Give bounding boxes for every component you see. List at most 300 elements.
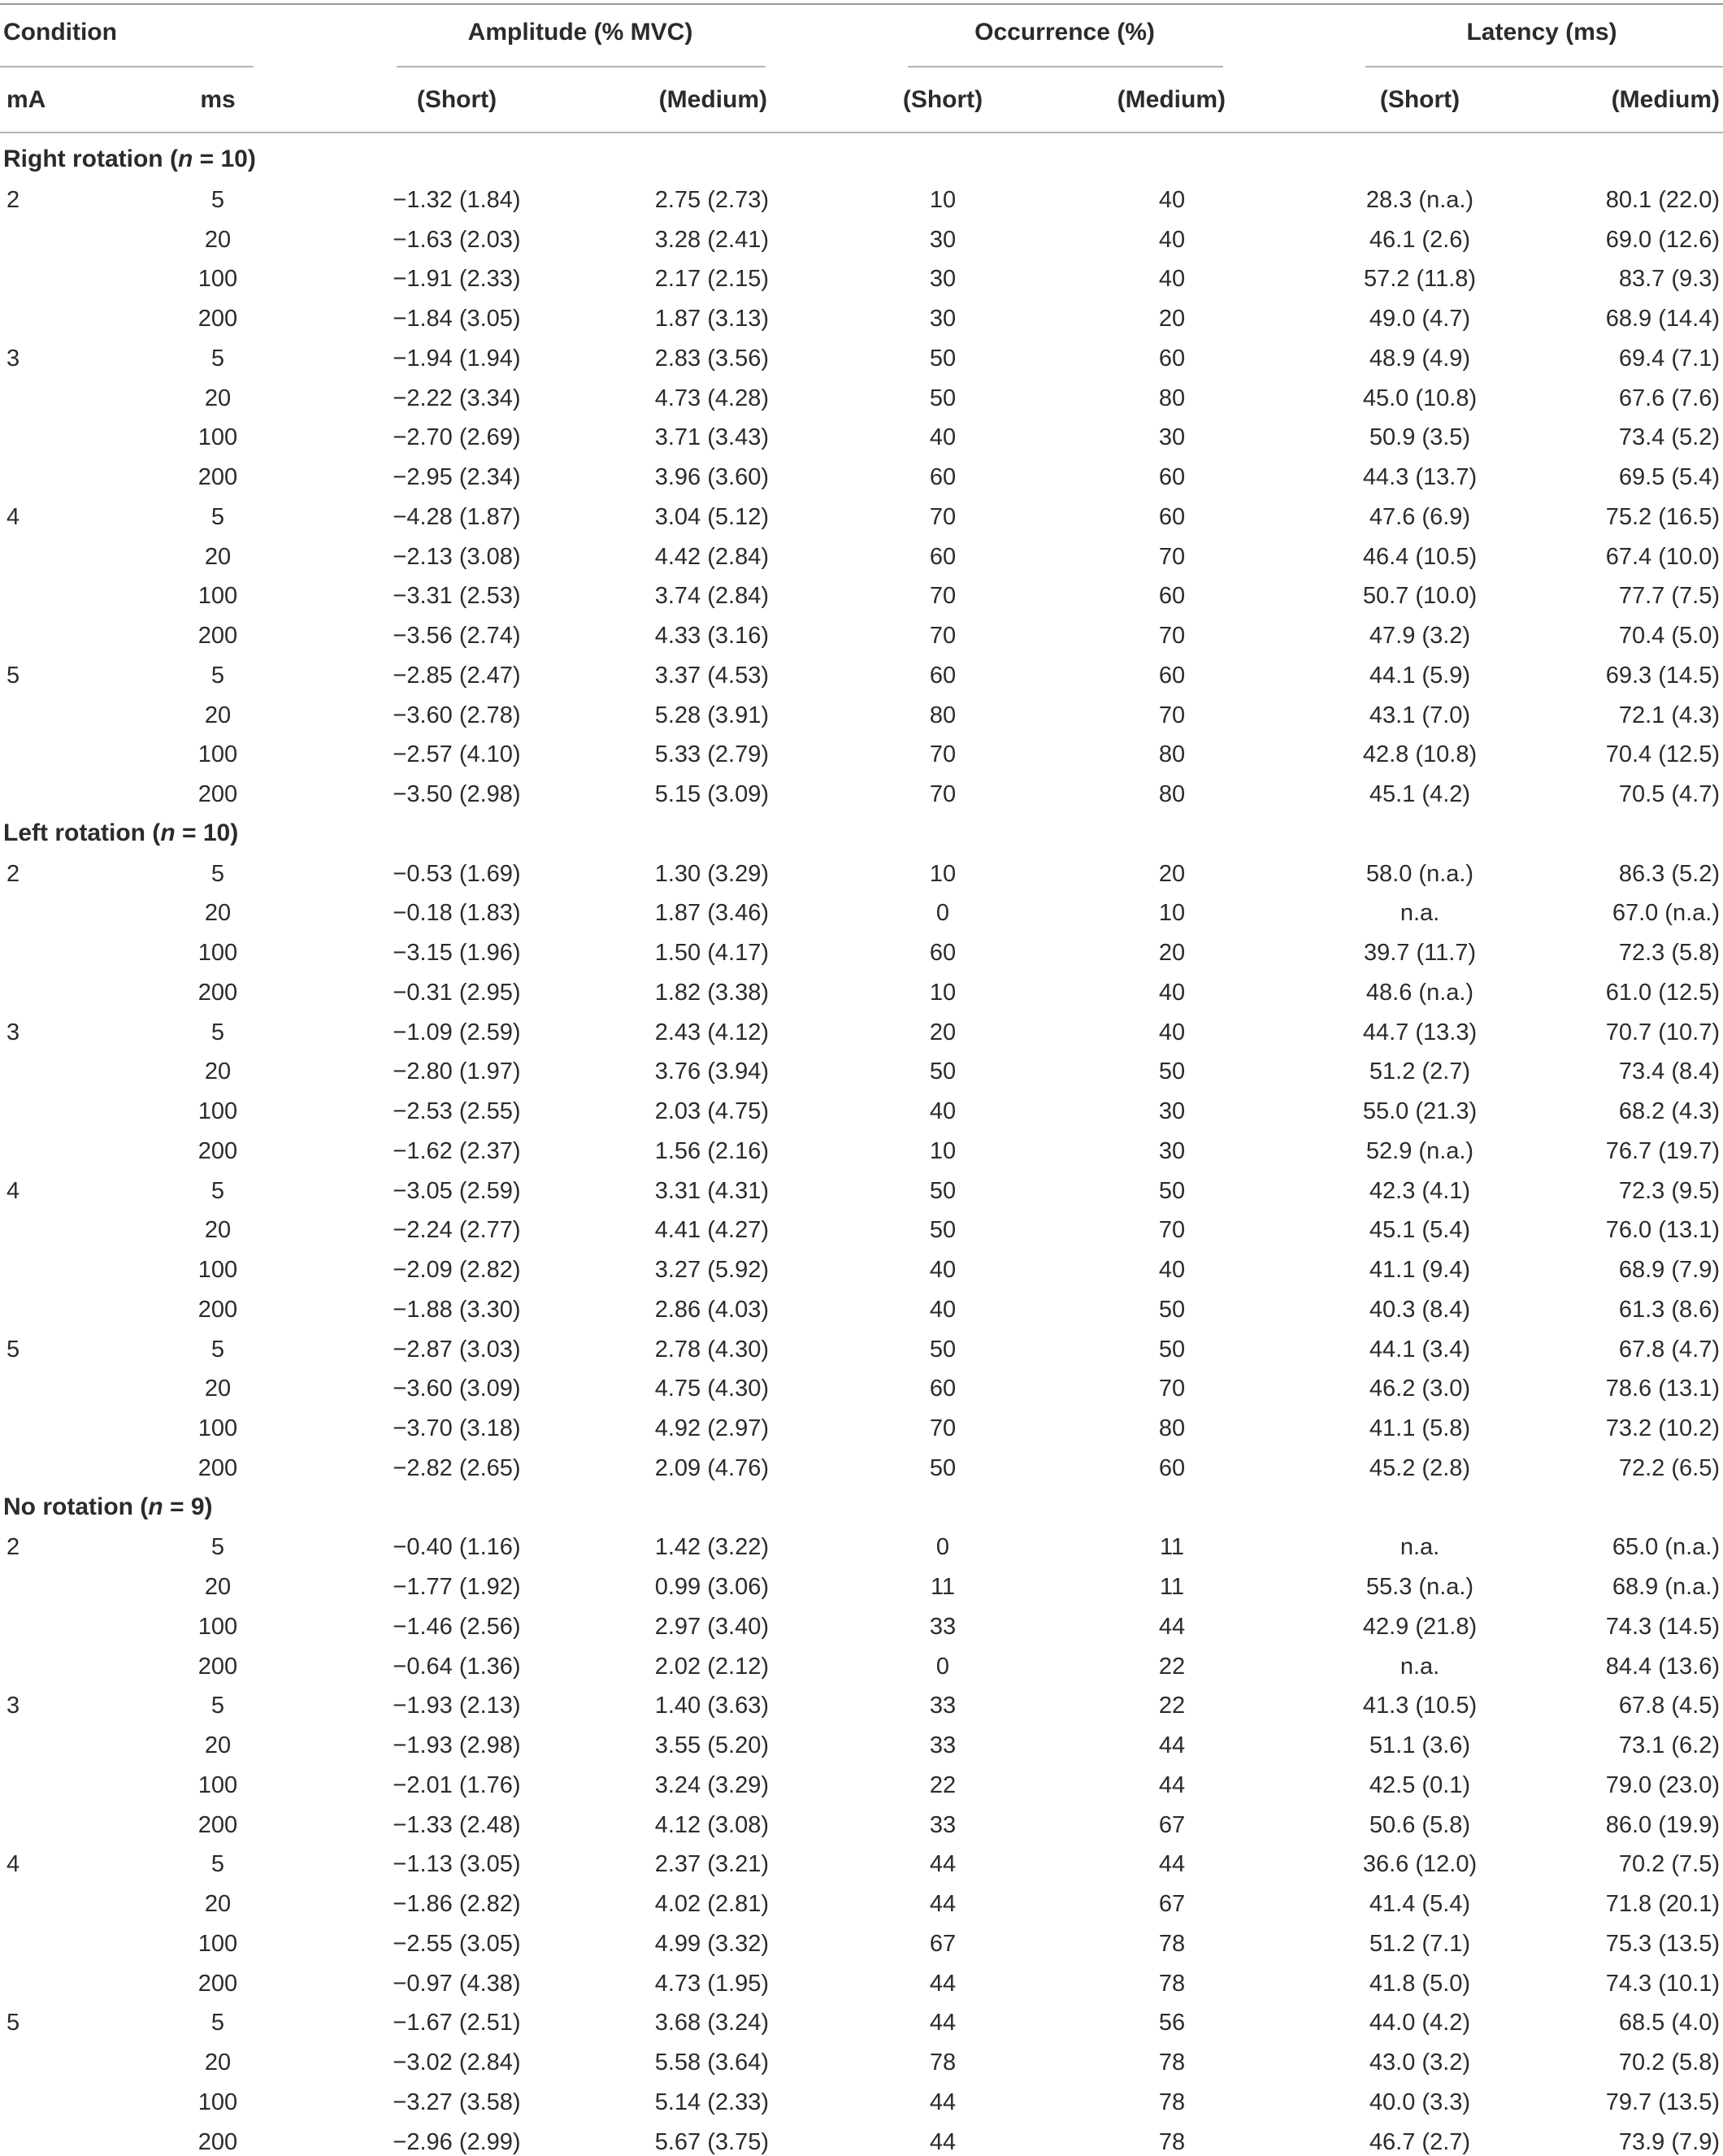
cell-occ-medium: 30 bbox=[1158, 424, 1186, 451]
cell-lat-medium: 69.3 (14.5) bbox=[1605, 662, 1720, 689]
cell-amp-medium: 1.82 (3.38) bbox=[654, 979, 769, 1006]
cell-amp-short: −1.46 (2.56) bbox=[393, 1613, 521, 1640]
cell-ma: 2 bbox=[7, 186, 20, 213]
cell-amp-short: −3.60 (3.09) bbox=[393, 1376, 521, 1402]
cell-amp-short: −1.32 (1.84) bbox=[393, 186, 521, 213]
cell-lat-short: 42.5 (0.1) bbox=[1369, 1771, 1471, 1798]
cell-occ-short: 60 bbox=[929, 1376, 957, 1402]
cell-occ-short: 70 bbox=[929, 1415, 957, 1441]
cell-occ-short: 22 bbox=[929, 1771, 957, 1798]
cell-ms: 200 bbox=[197, 1454, 238, 1481]
cell-amp-short: −0.31 (2.95) bbox=[393, 979, 521, 1006]
cell-lat-short: 39.7 (11.7) bbox=[1363, 940, 1477, 966]
cell-lat-short: 36.6 (12.0) bbox=[1362, 1851, 1478, 1878]
cell-ma: 3 bbox=[7, 1693, 20, 1719]
cell-lat-medium: 69.0 (12.6) bbox=[1605, 226, 1720, 253]
cell-amp-short: −1.93 (2.13) bbox=[393, 1693, 521, 1719]
cell-occ-short: 67 bbox=[929, 1930, 957, 1957]
cell-lat-medium: 67.6 (7.6) bbox=[1618, 385, 1720, 411]
cell-occ-medium: 40 bbox=[1158, 979, 1186, 1006]
cell-occ-medium: 56 bbox=[1158, 2010, 1186, 2036]
cell-occ-short: 10 bbox=[929, 186, 957, 213]
header-lat-medium: (Medium) bbox=[1611, 86, 1720, 113]
cell-occ-medium: 44 bbox=[1158, 1613, 1186, 1640]
header-condition: Condition bbox=[3, 19, 117, 46]
amplitude-underline bbox=[397, 66, 766, 67]
cell-ms: 5 bbox=[210, 1336, 225, 1363]
cell-ma: 5 bbox=[7, 2010, 20, 2036]
cell-lat-medium: 67.8 (4.5) bbox=[1618, 1693, 1720, 1719]
cell-lat-medium: 75.3 (13.5) bbox=[1605, 1930, 1720, 1957]
cell-ma: 5 bbox=[7, 662, 20, 689]
cell-occ-medium: 78 bbox=[1158, 1930, 1186, 1957]
cell-ms: 20 bbox=[204, 226, 232, 253]
cell-occ-medium: 20 bbox=[1158, 306, 1186, 332]
cell-ms: 20 bbox=[204, 1891, 232, 1917]
cell-ma: 2 bbox=[7, 860, 20, 887]
cell-occ-medium: 50 bbox=[1158, 1336, 1186, 1363]
cell-occ-medium: 70 bbox=[1158, 1376, 1186, 1402]
cell-ms: 20 bbox=[204, 1574, 232, 1600]
cell-amp-medium: 1.87 (3.46) bbox=[654, 900, 769, 927]
cell-ms: 200 bbox=[197, 979, 238, 1006]
cell-lat-medium: 73.9 (7.9) bbox=[1618, 2128, 1720, 2155]
cell-ms: 200 bbox=[197, 1653, 238, 1680]
cell-occ-short: 11 bbox=[930, 1574, 956, 1600]
cell-lat-short: 48.9 (4.9) bbox=[1369, 345, 1471, 372]
cell-occ-short: 0 bbox=[935, 1653, 950, 1680]
cell-occ-medium: 40 bbox=[1158, 186, 1186, 213]
cell-lat-short: 46.1 (2.6) bbox=[1369, 226, 1471, 253]
cell-amp-short: −0.40 (1.16) bbox=[393, 1534, 521, 1561]
cell-ms: 200 bbox=[197, 306, 238, 332]
cell-ms: 20 bbox=[204, 1732, 232, 1758]
cell-occ-medium: 40 bbox=[1158, 266, 1186, 293]
cell-ms: 100 bbox=[197, 583, 238, 610]
cell-ms: 20 bbox=[204, 385, 232, 411]
cell-occ-short: 50 bbox=[929, 1454, 957, 1481]
cell-amp-medium: 5.58 (3.64) bbox=[654, 2050, 769, 2076]
cell-lat-short: 42.8 (10.8) bbox=[1362, 741, 1478, 768]
cell-occ-medium: 78 bbox=[1158, 2128, 1186, 2155]
cell-occ-short: 70 bbox=[929, 781, 957, 807]
cell-lat-medium: 86.0 (19.9) bbox=[1605, 1811, 1720, 1838]
cell-amp-short: −2.82 (2.65) bbox=[393, 1454, 521, 1481]
cell-occ-medium: 11 bbox=[1159, 1574, 1185, 1600]
header-amplitude: Amplitude (% MVC) bbox=[467, 19, 693, 46]
cell-ms: 200 bbox=[197, 1296, 238, 1323]
cell-lat-medium: 67.8 (4.7) bbox=[1618, 1336, 1720, 1363]
cell-occ-medium: 80 bbox=[1158, 1415, 1186, 1441]
cell-occ-short: 44 bbox=[929, 1970, 957, 1997]
cell-occ-short: 33 bbox=[929, 1613, 957, 1640]
cell-ms: 100 bbox=[197, 424, 238, 451]
cell-occ-medium: 30 bbox=[1158, 1098, 1186, 1124]
cell-lat-short: 50.9 (3.5) bbox=[1369, 424, 1471, 451]
cell-lat-short: 41.3 (10.5) bbox=[1362, 1693, 1478, 1719]
cell-lat-medium: 67.4 (10.0) bbox=[1605, 543, 1720, 570]
cell-ms: 20 bbox=[204, 1376, 232, 1402]
cell-lat-medium: 86.3 (5.2) bbox=[1618, 860, 1720, 887]
cell-lat-medium: 68.2 (4.3) bbox=[1618, 1098, 1720, 1124]
header-rule bbox=[0, 132, 1723, 133]
cell-amp-short: −0.64 (1.36) bbox=[393, 1653, 521, 1680]
cell-amp-short: −3.70 (3.18) bbox=[393, 1415, 521, 1441]
cell-amp-medium: 3.55 (5.20) bbox=[654, 1732, 769, 1758]
cell-occ-medium: 70 bbox=[1158, 543, 1186, 570]
cell-amp-short: −1.67 (2.51) bbox=[393, 2010, 521, 2036]
cell-ms: 100 bbox=[197, 1098, 238, 1124]
section-label bbox=[3, 1493, 213, 1521]
cell-occ-medium: 60 bbox=[1158, 345, 1186, 372]
cell-lat-medium: 72.3 (5.8) bbox=[1618, 940, 1720, 966]
cell-ms: 100 bbox=[197, 266, 238, 293]
occurrence-underline bbox=[908, 66, 1223, 67]
cell-occ-medium: 44 bbox=[1158, 1771, 1186, 1798]
cell-ms: 5 bbox=[210, 345, 225, 372]
cell-occ-medium: 80 bbox=[1158, 781, 1186, 807]
cell-ms: 5 bbox=[210, 860, 225, 887]
cell-occ-medium: 70 bbox=[1158, 623, 1186, 649]
cell-lat-medium: 73.2 (10.2) bbox=[1605, 1415, 1720, 1441]
cell-amp-medium: 5.14 (2.33) bbox=[654, 2089, 769, 2115]
section-label-prefix: Left rotation ( bbox=[3, 819, 161, 846]
cell-amp-short: −3.60 (2.78) bbox=[393, 702, 521, 728]
cell-amp-short: −2.87 (3.03) bbox=[393, 1336, 521, 1363]
cell-ma: 2 bbox=[7, 1534, 20, 1561]
cell-amp-medium: 5.28 (3.91) bbox=[654, 702, 769, 728]
cell-lat-medium: 75.2 (16.5) bbox=[1605, 503, 1720, 530]
cell-lat-medium: 80.1 (22.0) bbox=[1605, 186, 1720, 213]
cell-ms: 100 bbox=[197, 1257, 238, 1283]
section-label bbox=[3, 819, 238, 847]
cell-lat-medium: 73.4 (8.4) bbox=[1618, 1058, 1720, 1085]
cell-amp-short: −2.01 (1.76) bbox=[393, 1771, 521, 1798]
latency-underline bbox=[1365, 66, 1723, 67]
cell-occ-medium: 60 bbox=[1158, 662, 1186, 689]
cell-ms: 100 bbox=[197, 2089, 238, 2115]
section-label-suffix: = 10) bbox=[193, 146, 256, 172]
cell-amp-short: −3.15 (1.96) bbox=[393, 940, 521, 966]
cell-lat-short: 44.3 (13.7) bbox=[1362, 464, 1478, 490]
cell-ms: 5 bbox=[210, 186, 225, 213]
cell-amp-medium: 3.68 (3.24) bbox=[654, 2010, 769, 2036]
cell-amp-medium: 2.43 (4.12) bbox=[654, 1019, 769, 1045]
cell-amp-short: −2.13 (3.08) bbox=[393, 543, 521, 570]
cell-lat-short: 41.8 (5.0) bbox=[1369, 1970, 1471, 1997]
cell-occ-short: 10 bbox=[929, 1137, 957, 1164]
cell-lat-short: 40.3 (8.4) bbox=[1369, 1296, 1471, 1323]
cell-lat-medium: 74.3 (10.1) bbox=[1605, 1970, 1720, 1997]
cell-occ-short: 44 bbox=[929, 2128, 957, 2155]
cell-lat-short: 51.2 (7.1) bbox=[1369, 1930, 1471, 1957]
cell-amp-medium: 3.04 (5.12) bbox=[654, 503, 769, 530]
cell-occ-short: 60 bbox=[929, 543, 957, 570]
cell-occ-medium: 60 bbox=[1158, 464, 1186, 490]
cell-lat-medium: 79.0 (23.0) bbox=[1605, 1771, 1720, 1798]
cell-amp-medium: 3.76 (3.94) bbox=[654, 1058, 769, 1085]
cell-ms: 100 bbox=[197, 1415, 238, 1441]
cell-lat-short: 45.2 (2.8) bbox=[1369, 1454, 1471, 1481]
cell-lat-short: 46.7 (2.7) bbox=[1369, 2128, 1471, 2155]
cell-occ-short: 70 bbox=[929, 583, 957, 610]
header-amp-short: (Short) bbox=[416, 86, 497, 113]
cell-occ-medium: 40 bbox=[1158, 1257, 1186, 1283]
cell-lat-short: 41.4 (5.4) bbox=[1369, 1891, 1471, 1917]
cell-lat-medium: 70.2 (5.8) bbox=[1618, 2050, 1720, 2076]
cell-lat-short: 50.7 (10.0) bbox=[1362, 583, 1478, 610]
cell-occ-short: 40 bbox=[929, 1098, 957, 1124]
cell-occ-medium: 50 bbox=[1158, 1296, 1186, 1323]
cell-lat-medium: 72.3 (9.5) bbox=[1618, 1177, 1720, 1204]
cell-lat-medium: 68.9 (7.9) bbox=[1618, 1257, 1720, 1283]
cell-lat-short: 41.1 (9.4) bbox=[1369, 1257, 1471, 1283]
cell-ms: 200 bbox=[197, 1970, 238, 1997]
cell-ma: 4 bbox=[7, 1851, 20, 1878]
cell-occ-short: 0 bbox=[935, 900, 950, 927]
cell-ms: 20 bbox=[204, 1217, 232, 1244]
cell-amp-medium: 1.40 (3.63) bbox=[654, 1693, 769, 1719]
cell-amp-short: −2.22 (3.34) bbox=[393, 385, 521, 411]
cell-occ-medium: 80 bbox=[1158, 385, 1186, 411]
cell-occ-medium: 22 bbox=[1158, 1693, 1186, 1719]
header-occ-short: (Short) bbox=[902, 86, 983, 113]
cell-occ-short: 70 bbox=[929, 741, 957, 768]
cell-lat-medium: 69.4 (7.1) bbox=[1618, 345, 1720, 372]
cell-amp-medium: 4.75 (4.30) bbox=[654, 1376, 769, 1402]
cell-amp-medium: 3.31 (4.31) bbox=[654, 1177, 769, 1204]
cell-lat-short: 57.2 (11.8) bbox=[1363, 266, 1477, 293]
cell-ms: 20 bbox=[204, 702, 232, 728]
cell-amp-short: −1.91 (2.33) bbox=[393, 266, 521, 293]
cell-amp-medium: 4.99 (3.32) bbox=[654, 1930, 769, 1957]
cell-occ-short: 50 bbox=[929, 1058, 957, 1085]
section-label-n: n bbox=[160, 819, 176, 846]
cell-lat-short: 50.6 (5.8) bbox=[1369, 1811, 1471, 1838]
cell-amp-medium: 4.12 (3.08) bbox=[654, 1811, 769, 1838]
header-amp-medium: (Medium) bbox=[658, 86, 767, 113]
cell-ms: 5 bbox=[210, 2010, 225, 2036]
cell-amp-short: −0.97 (4.38) bbox=[393, 1970, 521, 1997]
cell-lat-medium: 73.4 (5.2) bbox=[1618, 424, 1720, 451]
cell-lat-short: 49.0 (4.7) bbox=[1369, 306, 1471, 332]
cell-ms: 20 bbox=[204, 900, 232, 927]
cell-ms: 200 bbox=[197, 781, 238, 807]
cell-amp-medium: 3.71 (3.43) bbox=[654, 424, 769, 451]
cell-ms: 200 bbox=[197, 1811, 238, 1838]
section-label-prefix: No rotation ( bbox=[3, 1493, 149, 1520]
header-ms: ms bbox=[200, 86, 236, 113]
cell-occ-medium: 70 bbox=[1158, 702, 1186, 728]
cell-lat-short: 45.0 (10.8) bbox=[1362, 385, 1478, 411]
cell-lat-short: 42.3 (4.1) bbox=[1369, 1177, 1471, 1204]
cell-occ-medium: 11 bbox=[1159, 1534, 1185, 1561]
cell-occ-short: 60 bbox=[929, 940, 957, 966]
cell-amp-short: −1.86 (2.82) bbox=[393, 1891, 521, 1917]
cell-lat-medium: 70.7 (10.7) bbox=[1605, 1019, 1720, 1045]
cell-lat-short: n.a. bbox=[1400, 1534, 1440, 1561]
cell-occ-short: 30 bbox=[929, 266, 957, 293]
cell-occ-short: 44 bbox=[929, 2089, 957, 2115]
cell-lat-medium: 61.0 (12.5) bbox=[1605, 979, 1720, 1006]
cell-lat-short: 44.1 (3.4) bbox=[1369, 1336, 1471, 1363]
cell-ms: 5 bbox=[210, 1693, 225, 1719]
cell-amp-medium: 5.33 (2.79) bbox=[654, 741, 769, 768]
cell-amp-medium: 4.02 (2.81) bbox=[654, 1891, 769, 1917]
cell-occ-medium: 40 bbox=[1158, 226, 1186, 253]
cell-lat-medium: 83.7 (9.3) bbox=[1618, 266, 1720, 293]
cell-lat-short: 45.1 (5.4) bbox=[1369, 1217, 1471, 1244]
cell-occ-short: 80 bbox=[929, 702, 957, 728]
cell-ms: 5 bbox=[210, 1851, 225, 1878]
cell-occ-short: 30 bbox=[929, 306, 957, 332]
cell-amp-medium: 5.15 (3.09) bbox=[654, 781, 769, 807]
cell-occ-short: 40 bbox=[929, 424, 957, 451]
cell-ms: 5 bbox=[210, 503, 225, 530]
cell-occ-short: 50 bbox=[929, 345, 957, 372]
cell-occ-medium: 78 bbox=[1158, 2089, 1186, 2115]
cell-amp-short: −2.53 (2.55) bbox=[393, 1098, 521, 1124]
cell-amp-short: −1.62 (2.37) bbox=[393, 1137, 521, 1164]
cell-amp-medium: 2.86 (4.03) bbox=[654, 1296, 769, 1323]
cell-lat-short: 44.0 (4.2) bbox=[1369, 2010, 1471, 2036]
cell-occ-medium: 60 bbox=[1158, 583, 1186, 610]
cell-ms: 200 bbox=[197, 1137, 238, 1164]
cell-amp-short: −3.56 (2.74) bbox=[393, 623, 521, 649]
cell-occ-medium: 80 bbox=[1158, 741, 1186, 768]
cell-amp-short: −2.85 (2.47) bbox=[393, 662, 521, 689]
cell-ms: 100 bbox=[197, 940, 238, 966]
cell-amp-short: −0.18 (1.83) bbox=[393, 900, 521, 927]
cell-lat-medium: 70.4 (5.0) bbox=[1618, 623, 1720, 649]
cell-ms: 5 bbox=[210, 1177, 225, 1204]
cell-occ-short: 40 bbox=[929, 1296, 957, 1323]
cell-amp-short: −1.93 (2.98) bbox=[393, 1732, 521, 1758]
cell-amp-medium: 3.37 (4.53) bbox=[654, 662, 769, 689]
cell-amp-medium: 3.28 (2.41) bbox=[654, 226, 769, 253]
cell-occ-short: 44 bbox=[929, 1851, 957, 1878]
cell-lat-short: 51.2 (2.7) bbox=[1369, 1058, 1471, 1085]
cell-occ-short: 33 bbox=[929, 1693, 957, 1719]
cell-amp-medium: 4.41 (4.27) bbox=[654, 1217, 769, 1244]
cell-occ-medium: 30 bbox=[1158, 1137, 1186, 1164]
cell-occ-medium: 50 bbox=[1158, 1058, 1186, 1085]
cell-occ-medium: 60 bbox=[1158, 1454, 1186, 1481]
cell-lat-short: 41.1 (5.8) bbox=[1369, 1415, 1471, 1441]
cell-occ-short: 44 bbox=[929, 2010, 957, 2036]
cell-lat-short: n.a. bbox=[1400, 1653, 1440, 1680]
cell-occ-short: 50 bbox=[929, 1177, 957, 1204]
cell-lat-medium: 71.8 (20.1) bbox=[1605, 1891, 1720, 1917]
cell-amp-medium: 3.74 (2.84) bbox=[654, 583, 769, 610]
cell-occ-short: 60 bbox=[929, 464, 957, 490]
header-ma: mA bbox=[7, 86, 46, 113]
cell-ma: 3 bbox=[7, 1019, 20, 1045]
cell-ms: 100 bbox=[197, 1613, 238, 1640]
section-label-n: n bbox=[148, 1493, 163, 1520]
cell-lat-medium: 76.0 (13.1) bbox=[1605, 1217, 1720, 1244]
section-label-n: n bbox=[177, 146, 193, 172]
cell-lat-short: 55.0 (21.3) bbox=[1362, 1098, 1478, 1124]
cell-lat-medium: 84.4 (13.6) bbox=[1605, 1653, 1720, 1680]
cell-amp-medium: 1.87 (3.13) bbox=[654, 306, 769, 332]
cell-amp-medium: 1.30 (3.29) bbox=[654, 860, 769, 887]
cell-lat-short: 51.1 (3.6) bbox=[1369, 1732, 1471, 1758]
cell-occ-medium: 44 bbox=[1158, 1732, 1186, 1758]
cell-occ-medium: 40 bbox=[1158, 1019, 1186, 1045]
cell-lat-medium: 76.7 (19.7) bbox=[1605, 1137, 1720, 1164]
condition-underline bbox=[0, 66, 254, 67]
cell-occ-medium: 60 bbox=[1158, 503, 1186, 530]
cell-occ-medium: 67 bbox=[1158, 1891, 1186, 1917]
cell-amp-medium: 1.42 (3.22) bbox=[654, 1534, 769, 1561]
cell-occ-medium: 10 bbox=[1158, 900, 1186, 927]
cell-lat-short: 40.0 (3.3) bbox=[1369, 2089, 1471, 2115]
header-occ-medium: (Medium) bbox=[1117, 86, 1226, 113]
cell-amp-short: −1.63 (2.03) bbox=[393, 226, 521, 253]
cell-lat-medium: 65.0 (n.a.) bbox=[1612, 1534, 1720, 1561]
cell-amp-short: −0.53 (1.69) bbox=[393, 860, 521, 887]
cell-lat-short: 48.6 (n.a.) bbox=[1365, 979, 1474, 1006]
cell-occ-short: 44 bbox=[929, 1891, 957, 1917]
cell-amp-medium: 1.56 (2.16) bbox=[654, 1137, 769, 1164]
cell-ms: 20 bbox=[204, 1058, 232, 1085]
cell-amp-short: −1.33 (2.48) bbox=[393, 1811, 521, 1838]
cell-occ-short: 70 bbox=[929, 503, 957, 530]
cell-amp-medium: 2.75 (2.73) bbox=[654, 186, 769, 213]
cell-amp-medium: 4.92 (2.97) bbox=[654, 1415, 769, 1441]
section-label-prefix: Right rotation ( bbox=[3, 146, 178, 172]
cell-lat-medium: 68.5 (4.0) bbox=[1618, 2010, 1720, 2036]
cell-lat-short: n.a. bbox=[1400, 900, 1440, 927]
cell-occ-medium: 44 bbox=[1158, 1851, 1186, 1878]
cell-lat-medium: 78.6 (13.1) bbox=[1605, 1376, 1720, 1402]
cell-occ-medium: 67 bbox=[1158, 1811, 1186, 1838]
cell-amp-medium: 4.73 (1.95) bbox=[654, 1970, 769, 1997]
cell-ms: 5 bbox=[210, 1019, 225, 1045]
cell-lat-short: 44.7 (13.3) bbox=[1362, 1019, 1478, 1045]
section-label bbox=[3, 146, 256, 173]
cell-amp-medium: 1.50 (4.17) bbox=[654, 940, 769, 966]
cell-occ-short: 50 bbox=[929, 1336, 957, 1363]
cell-occ-short: 78 bbox=[929, 2050, 957, 2076]
cell-amp-short: −2.55 (3.05) bbox=[393, 1930, 521, 1957]
cell-ma: 4 bbox=[7, 1177, 20, 1204]
cell-amp-short: −2.95 (2.34) bbox=[393, 464, 521, 490]
cell-lat-medium: 68.9 (n.a.) bbox=[1612, 1574, 1720, 1600]
cell-ms: 200 bbox=[197, 464, 238, 490]
cell-ms: 5 bbox=[210, 662, 225, 689]
cell-lat-medium: 68.9 (14.4) bbox=[1605, 306, 1720, 332]
cell-amp-medium: 5.67 (3.75) bbox=[654, 2128, 769, 2155]
cell-lat-short: 55.3 (n.a.) bbox=[1365, 1574, 1474, 1600]
header-occurrence: Occurrence (%) bbox=[974, 19, 1155, 46]
cell-amp-short: −1.09 (2.59) bbox=[393, 1019, 521, 1045]
cell-ms: 200 bbox=[197, 623, 238, 649]
cell-ma: 4 bbox=[7, 503, 20, 530]
cell-occ-short: 10 bbox=[929, 979, 957, 1006]
cell-lat-medium: 70.2 (7.5) bbox=[1618, 1851, 1720, 1878]
cell-occ-short: 60 bbox=[929, 662, 957, 689]
cell-lat-short: 58.0 (n.a.) bbox=[1365, 860, 1474, 887]
cell-lat-short: 46.2 (3.0) bbox=[1369, 1376, 1471, 1402]
cell-lat-medium: 61.3 (8.6) bbox=[1618, 1296, 1720, 1323]
cell-amp-short: −1.13 (3.05) bbox=[393, 1851, 521, 1878]
cell-amp-short: −3.50 (2.98) bbox=[393, 781, 521, 807]
cell-lat-medium: 70.4 (12.5) bbox=[1605, 741, 1720, 768]
cell-amp-short: −3.02 (2.84) bbox=[393, 2050, 521, 2076]
cell-occ-medium: 50 bbox=[1158, 1177, 1186, 1204]
